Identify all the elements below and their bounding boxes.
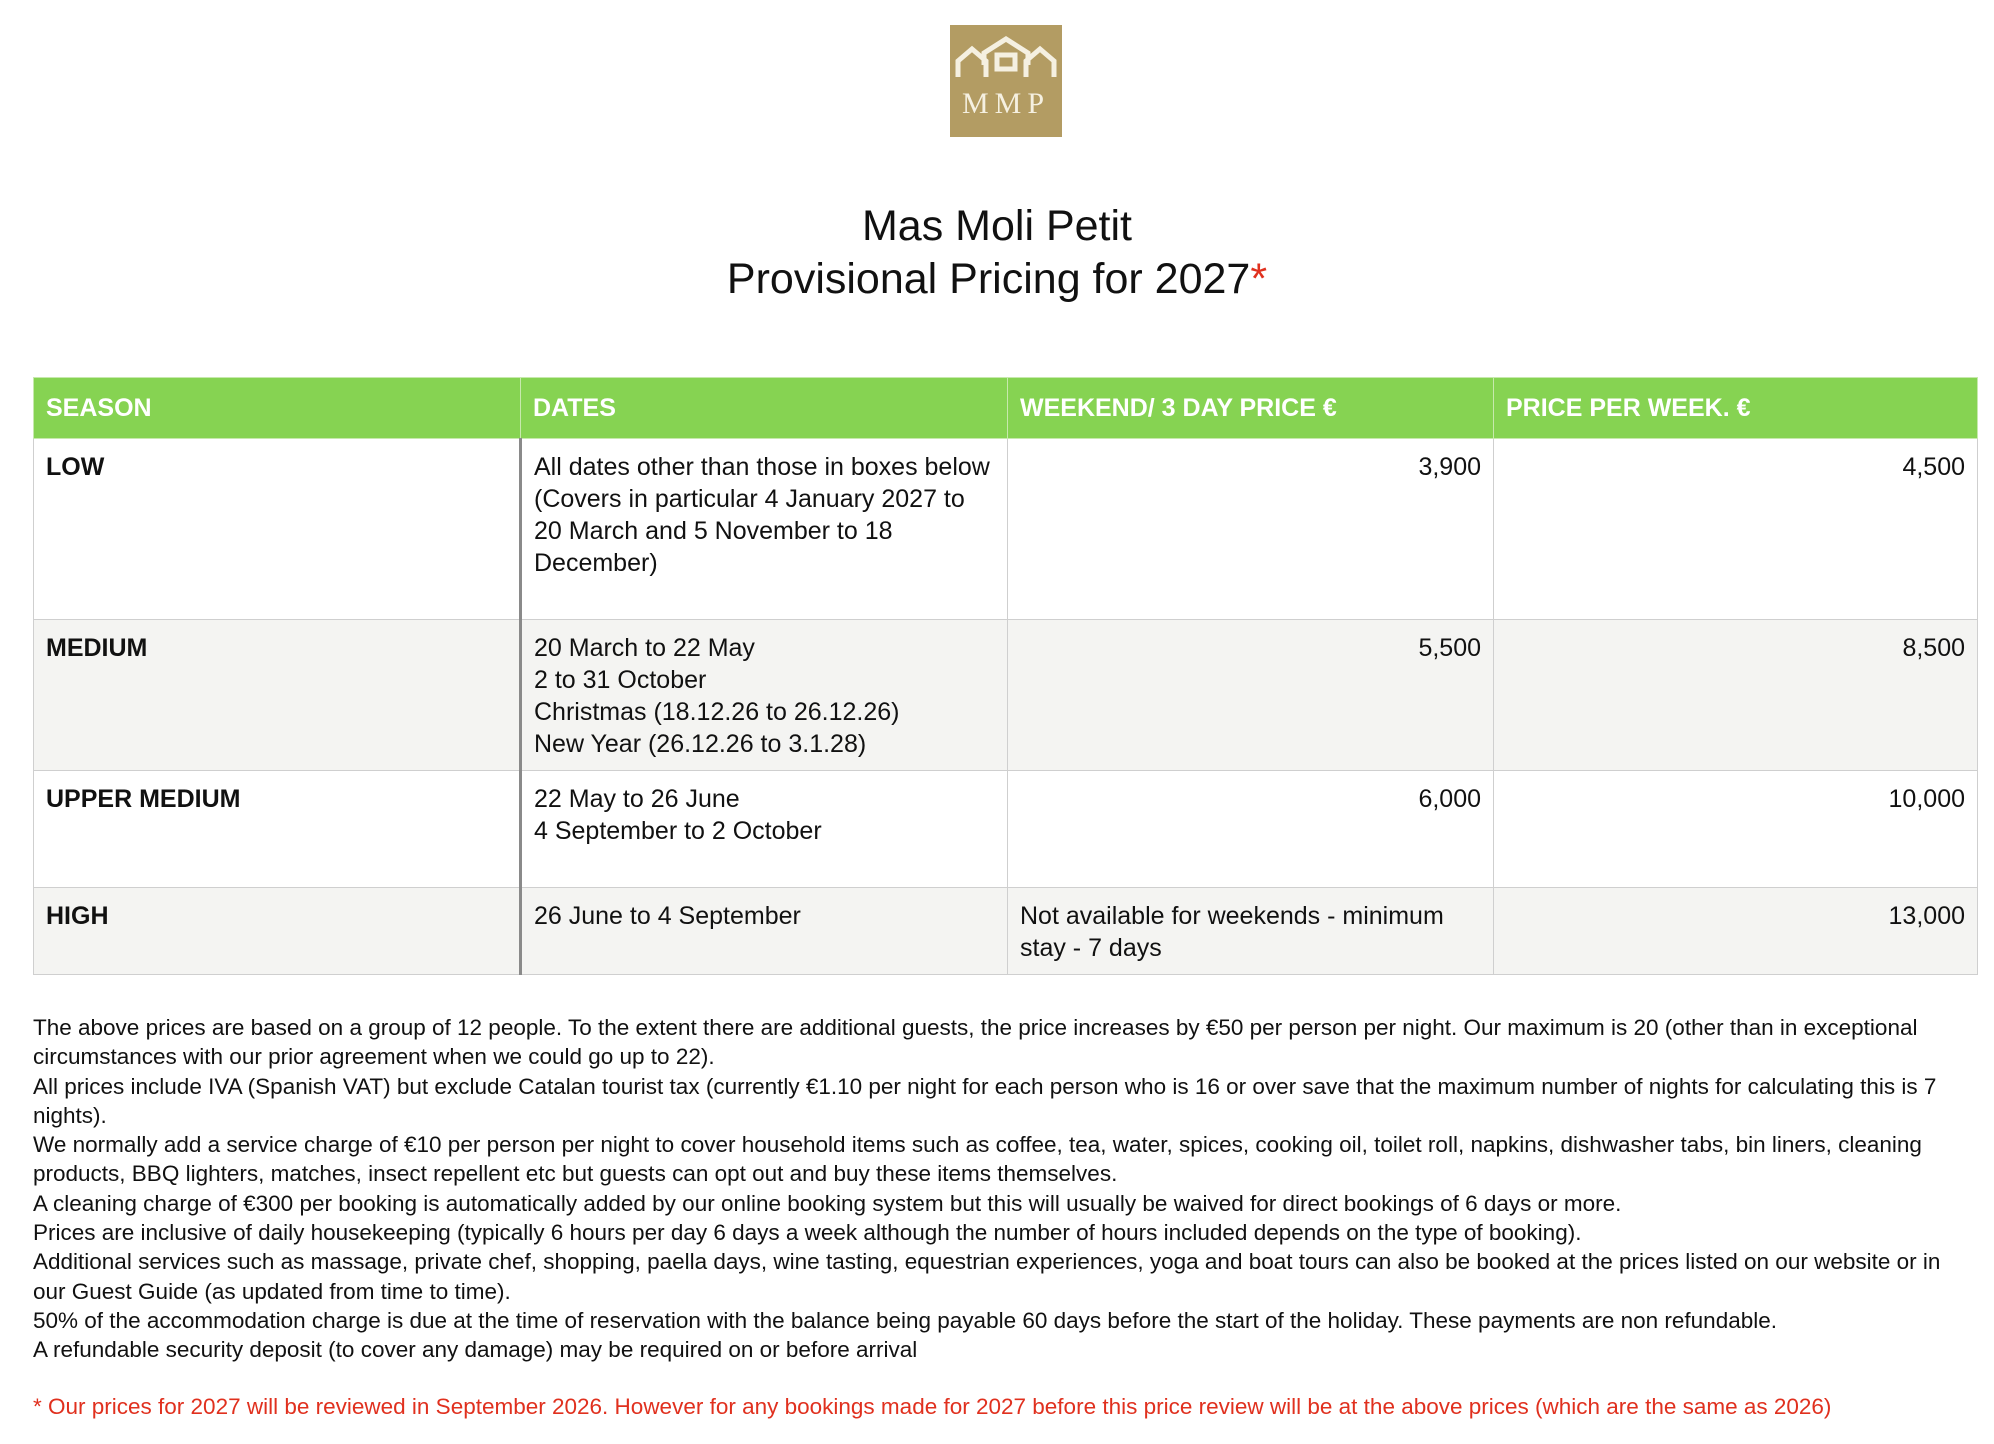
dates-line: Christmas (18.12.26 to 26.12.26) (534, 698, 900, 726)
season-cell: HIGH (34, 888, 521, 975)
dates-line: (Covers in particular 4 January 2027 to 20 March and 5 November to 18 December) (534, 485, 965, 577)
dates-line: 4 September to 2 October (534, 817, 822, 845)
header-dates: DATES (521, 378, 1008, 439)
weekend-price-cell: 6,000 (1008, 771, 1494, 888)
mmp-logo (950, 25, 1062, 137)
dates-line: New Year (26.12.26 to 3.1.28) (534, 730, 867, 758)
dates-line: All dates other than those in boxes below (534, 453, 990, 481)
table-row (34, 888, 1978, 975)
asterisk-mark: * (1250, 255, 1268, 303)
dates-line: 26 June to 4 September (534, 902, 801, 930)
table-row (34, 439, 1978, 620)
note-paragraph: All prices include IVA (Spanish VAT) but exclude Catalan tourist tax (currently €1.10 per night for each person who is 16 or over save that the maximum number of nights for calculating this is 7 nights). (33, 1073, 1937, 1128)
note-paragraph: 50% of the accommodation charge is due at the time of reservation with the balance being payable 60 days before the start of the holiday. These payments are non refundable. (33, 1307, 1778, 1333)
note-paragraph: A cleaning charge of €300 per booking is automatically added by our online booking system but this will usually be waived for direct bookings of 6 days or more. (33, 1190, 1622, 1216)
week-price-cell: 13,000 (1494, 888, 1978, 975)
week-price-cell: 4,500 (1494, 439, 1978, 620)
pricing-notes (33, 1013, 1977, 1365)
logo-text: MMP (961, 87, 1051, 120)
table-header-row (34, 378, 1978, 439)
header-week-price: PRICE PER WEEK. € (1494, 378, 1978, 439)
pricing-heading (0, 253, 1994, 306)
note-paragraph: The above prices are based on a group of 12 people. To the extent there are additional guests, the price increases by €50 per person per night. Our maximum is 20 (other than in exceptional circumstances with our prior agreement when we could go up to 22). (33, 1015, 1918, 1070)
weekend-price-cell: 5,500 (1008, 620, 1494, 771)
pricing-heading-text: Provisional Pricing for 2027 (726, 255, 1251, 303)
note-paragraph: Additional services such as massage, private chef, shopping, paella days, wine tasting, equestrian experiences, yoga and boat tours can also be booked at the prices listed on our website or in our Guest Guide (as updated from time to time). (33, 1249, 1941, 1304)
price-review-footnote: * Our prices for 2027 will be reviewed in September 2026. However for any bookings made for 2027 before this price review will be at the above prices (which are the same as 2026) (33, 1394, 1832, 1419)
pricing-table (33, 377, 1978, 975)
weekend-price-cell: Not available for weekends - minimum stay - 7 days (1008, 888, 1494, 975)
note-paragraph: We normally add a service charge of €10 per person per night to cover household items such as coffee, tea, water, spices, cooking oil, toilet roll, napkins, dishwasher tabs, bin liners, cleaning products, BBQ lighters, matches, insect repellent etc but guests can opt out and buy these items themselves. (33, 1132, 1922, 1187)
page-title (0, 200, 1994, 306)
season-cell: MEDIUM (34, 620, 521, 771)
season-cell: UPPER MEDIUM (34, 771, 521, 888)
dates-cell (521, 439, 1008, 620)
dates-cell (521, 888, 1008, 975)
dates-line: 2 to 31 October (534, 666, 707, 694)
weekend-price-cell: 3,900 (1008, 439, 1494, 620)
dates-cell (521, 620, 1008, 771)
property-name: Mas Moli Petit (861, 202, 1132, 250)
dates-line: 22 May to 26 June (534, 785, 740, 813)
dates-cell (521, 771, 1008, 888)
header-weekend-price: WEEKEND/ 3 DAY PRICE € (1008, 378, 1494, 439)
season-cell: LOW (34, 439, 521, 620)
header-season: SEASON (34, 378, 521, 439)
week-price-cell: 10,000 (1494, 771, 1978, 888)
note-paragraph: A refundable security deposit (to cover any damage) may be required on or before arrival (33, 1337, 918, 1363)
table-row (34, 620, 1978, 771)
dates-line: 20 March to 22 May (534, 634, 755, 662)
table-row (34, 771, 1978, 888)
note-paragraph: Prices are inclusive of daily housekeeping (typically 6 hours per day 6 days a week although the number of hours included depends on the type of booking). (33, 1220, 1582, 1246)
week-price-cell: 8,500 (1494, 620, 1978, 771)
